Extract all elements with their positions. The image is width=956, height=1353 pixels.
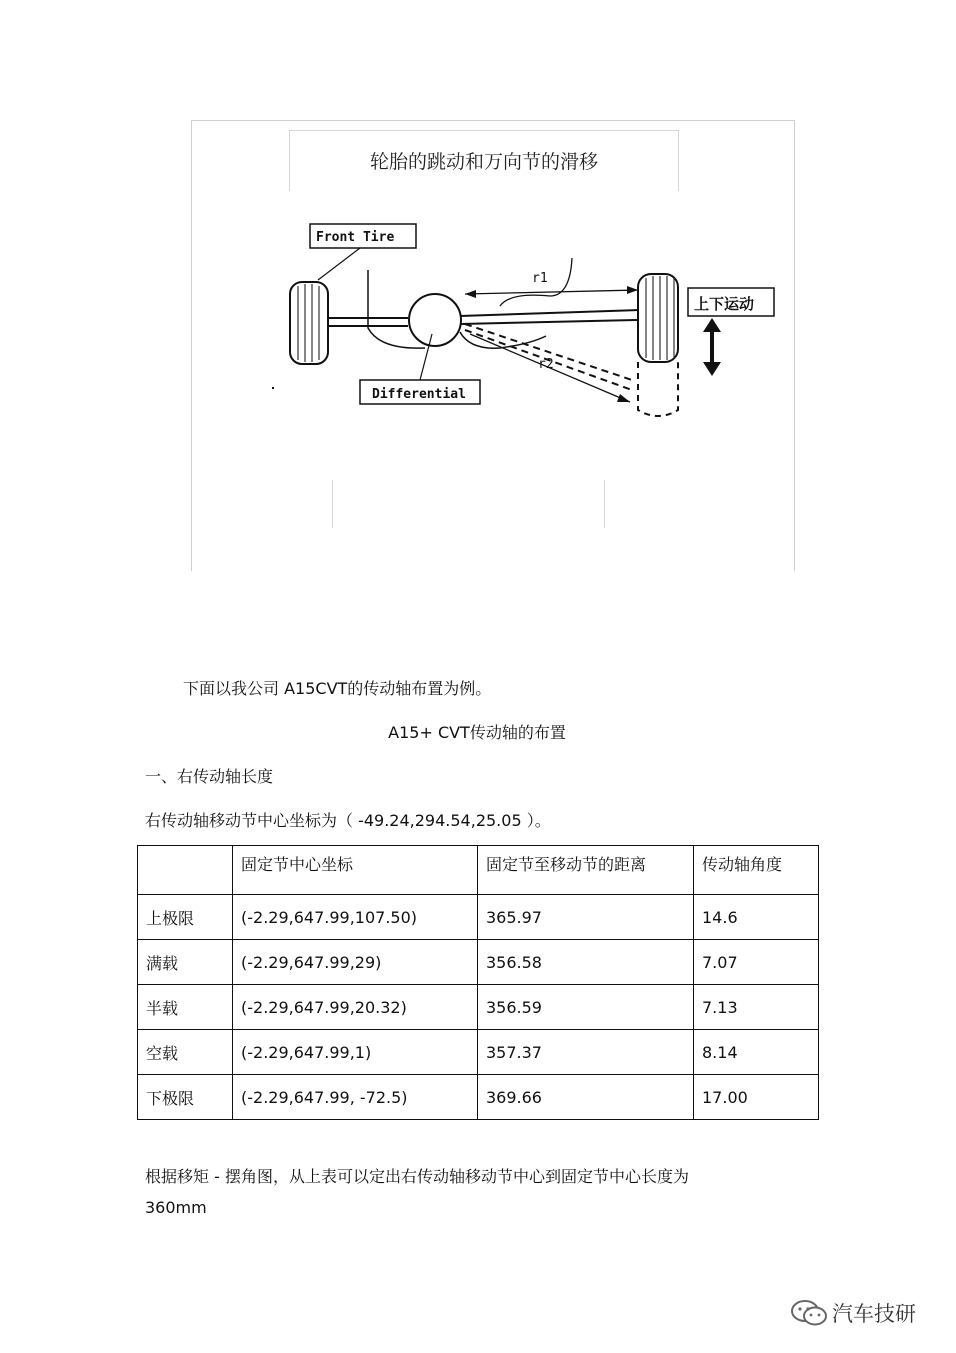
up-down-label: 上下运动 <box>694 295 755 313</box>
table-cell: 357.37 <box>478 1030 694 1075</box>
figure-divider-right <box>604 480 605 528</box>
table-cell: 8.14 <box>694 1030 819 1075</box>
table-cell: 半载 <box>138 985 233 1030</box>
watermark <box>790 1293 916 1333</box>
table-cell: 上极限 <box>138 895 233 940</box>
table-cell: (-2.29,647.99,20.32) <box>233 985 478 1030</box>
table-cell: 356.59 <box>478 985 694 1030</box>
header-cell: 传动轴角度 <box>694 846 819 895</box>
table-cell: 17.00 <box>694 1075 819 1120</box>
table-row <box>138 985 819 1030</box>
table-cell: 365.97 <box>478 895 694 940</box>
intro-paragraph: 下面以我公司 A15CVT的传动轴布置为例。 <box>183 679 492 698</box>
table-cell: (-2.29,647.99,29) <box>233 940 478 985</box>
table-cell: 空载 <box>138 1030 233 1075</box>
table-cell: (-2.29,647.99,107.50) <box>233 895 478 940</box>
coordinate-line: 右传动轴移动节中心坐标为（ -49.24,294.54,25.05 ）。 <box>145 811 551 830</box>
table-cell: 356.58 <box>478 940 694 985</box>
table-header-row <box>138 846 819 895</box>
table-cell: 7.07 <box>694 940 819 985</box>
figure-divider-left <box>332 480 333 528</box>
table-row <box>138 940 819 985</box>
r1-label: r1 <box>532 271 548 286</box>
table-cell: 7.13 <box>694 985 819 1030</box>
double-arrow-icon <box>703 318 721 376</box>
table-cell: 满载 <box>138 940 233 985</box>
left-tire <box>290 282 328 364</box>
front-tire-label: Front Tire <box>316 230 395 245</box>
table-cell: 下极限 <box>138 1075 233 1120</box>
heading-right-shaft-length: 一、右传动轴长度 <box>145 767 274 786</box>
table-row <box>138 895 819 940</box>
watermark-text: 汽车技研 <box>832 1302 916 1326</box>
header-cell: 固定节至移动节的距离 <box>478 846 694 895</box>
r2-label: r2 <box>538 357 554 372</box>
table-cell: (-2.29,647.99,1) <box>233 1030 478 1075</box>
header-cell <box>138 846 233 895</box>
table-cell: 14.6 <box>694 895 819 940</box>
header-cell: 固定节中心坐标 <box>233 846 478 895</box>
right-tire <box>638 274 678 362</box>
figure-title: 轮胎的跳动和万向节的滑移 <box>289 130 679 191</box>
table-row <box>138 1030 819 1075</box>
wechat-icon <box>790 1298 828 1328</box>
conclusion-line-2: 360mm <box>145 1198 207 1217</box>
table-cell: (-2.29,647.99, -72.5) <box>233 1075 478 1120</box>
section-title: A15+ CVT传动轴的布置 <box>388 723 566 742</box>
suspension-diagram <box>260 210 780 440</box>
table-cell: 369.66 <box>478 1075 694 1120</box>
differential-label: Differential <box>372 387 466 402</box>
table-row <box>138 1075 819 1120</box>
conclusion-line-1: 根据移矩 - 摆角图，从上表可以定出右传动轴移动节中心到固定节中心长度为 <box>145 1167 689 1186</box>
shaft-data-table <box>137 845 819 1120</box>
